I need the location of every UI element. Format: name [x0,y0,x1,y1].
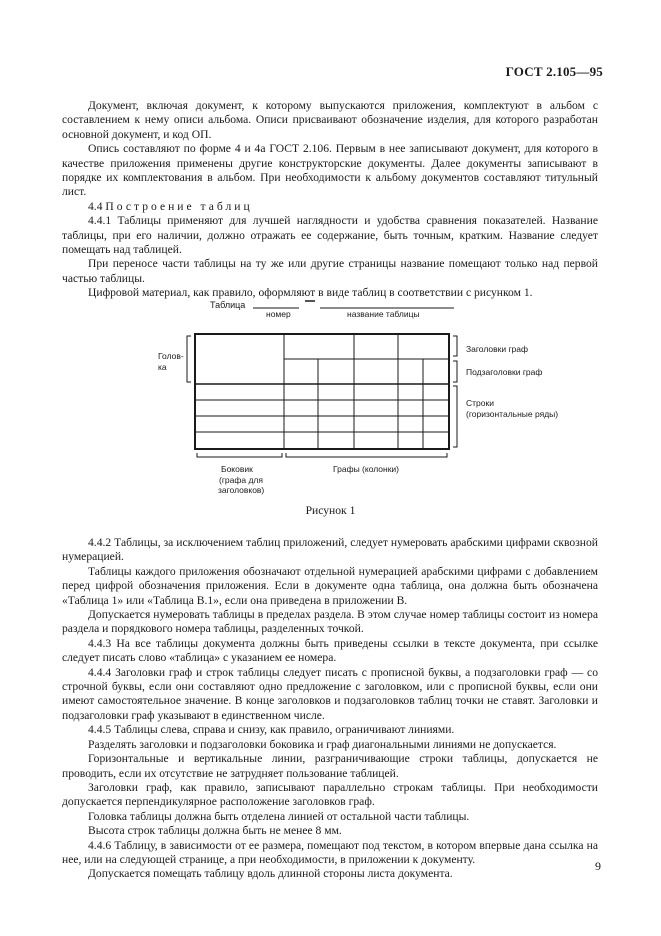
top-text-block [62,99,598,301]
columns-brace [286,453,447,457]
figure-stub-label-1: Боковик [221,464,253,474]
figure-head-label-1: Голов- [158,351,184,361]
figure-rows-label-1: Строки [466,398,494,408]
paragraph: 4.4.2 Таблицы, за исключением таблиц приложений, следует нумеровать арабскими цифрами сквозной нумерацией. [62,536,598,564]
paragraph: Цифровой материал, как правило, оформляют в виде таблиц в соответствии с рисунком 1. [88,286,533,300]
head-brace [187,336,191,382]
figure-head-label-2: ка [158,362,167,372]
paragraph: Документ, включая документ, к которому выпускаются приложения, комплектуют в альбом с составлением к нему описи альбома. Описи присваивают обозначение изделия, для которого разработан основной документ, и код ОП. [62,99,598,141]
figure-headers-label: Заголовки граф [466,344,528,354]
paragraph: Головка таблицы должна быть отделена линией от остальной части таблицы. [88,809,470,823]
figure-stub-label-2: (графа для [219,475,263,485]
figure-name-label: название таблицы [347,309,420,319]
section-title: Построение таблиц [105,199,253,213]
paragraph: Высота строк таблицы должна быть не менее 8 мм. [88,824,342,838]
figure-stub-label-3: заголовков) [218,485,265,495]
section-heading [62,200,598,214]
headers-brace [453,336,457,356]
subheaders-brace [453,361,457,382]
page-number: 9 [595,859,601,873]
figure-number-label: номер [266,309,291,319]
figure-columns-label: Графы (колонки) [333,464,400,474]
paragraph: 4.4.4 Заголовки граф и строк таблицы следует писать с прописной буквы, а подзаголовки граф — со строчной буквы, если они составляют одно предложение с заголовком, или с прописной буквы, если они имеют самостоятельное значение. В конце заголовков и подзаголовков таблиц точки не ставят. Заголовки и подзаголовки граф указывают в единственном числе. [62,665,598,722]
stub-brace [197,453,282,457]
paragraph: 4.4.3 На все таблицы документа должны быть приведены ссылки в тексте документа, при ссылке следует писать слово «таблица» с указанием ее номера. [62,636,598,665]
table-structure-figure [0,290,661,530]
paragraph: Допускается помещать таблицу вдоль длинной стороны листа документа. [88,867,453,881]
paragraph: При переносе части таблицы на ту же или другие страницы название помещают только над первой частью таблицы. [62,257,598,285]
paragraph: Горизонтальные и вертикальные линии, разграничивающие строки таблицы, допускается не проводить, если их отсутствие не затрудняет пользование таблицей. [62,752,598,780]
paragraph: Таблицы каждого приложения обозначают отдельной нумерацией арабскими цифрами с добавлением перед цифрой обозначения приложения. Если в документе одна таблица, она должна быть обозначена «Таблица 1» или «Таблица В.1», если она приведена в приложении В. [62,564,598,607]
table-diagram-svg [0,290,661,530]
rows-brace [453,386,457,447]
figure-caption: Рисунок 1 [305,504,356,517]
figure-subheaders-label: Подзаголовки граф [466,367,543,377]
paragraph: 4.4.6 Таблицу, в зависимости от ее размера, помещают под текстом, в котором впервые дана ссылка на нее, или на следующей странице, а при необходимости, в приложении к документу. [62,838,598,866]
section-number: 4.4 [88,199,103,213]
paragraph: Допускается нумеровать таблицы в пределах раздела. В этом случае номер таблицы состоит из номера раздела и порядкового номера таблицы, разделенных точкой. [62,608,598,636]
figure-table-word: Таблица [210,300,246,310]
paragraph: Разделять заголовки и подзаголовки боковика и граф диагональными линиями не допускается. [88,737,557,751]
paragraph: Опись составляют по форме 4 и 4а ГОСТ 2.106. Первым в нее записывают документ, для которого в качестве приложения применены другие конструкторские документы. Далее документы записывают в порядке их комплектования в альбом. При необходимости к альбому документов составляют титульный лист. [62,142,598,199]
figure-rows-label-2: (горизонтальные ряды) [466,409,559,419]
bottom-text-block [62,536,598,882]
paragraph: 4.4.5 Таблицы слева, справа и снизу, как правило, ограничивают линиями. [88,723,455,737]
standard-header: ГОСТ 2.105—95 [505,64,603,79]
paragraph: 4.4.1 Таблицы применяют для лучшей наглядности и удобства сравнения показателей. Название таблицы, при его наличии, должно отражать ее содержание, быть точным, кратким. Название следует помещать над таблицей. [62,214,598,257]
paragraph: Заголовки граф, как правило, записывают параллельно строкам таблицы. При необходимости допускается перпендикулярное расположение заголовков граф. [62,780,598,809]
